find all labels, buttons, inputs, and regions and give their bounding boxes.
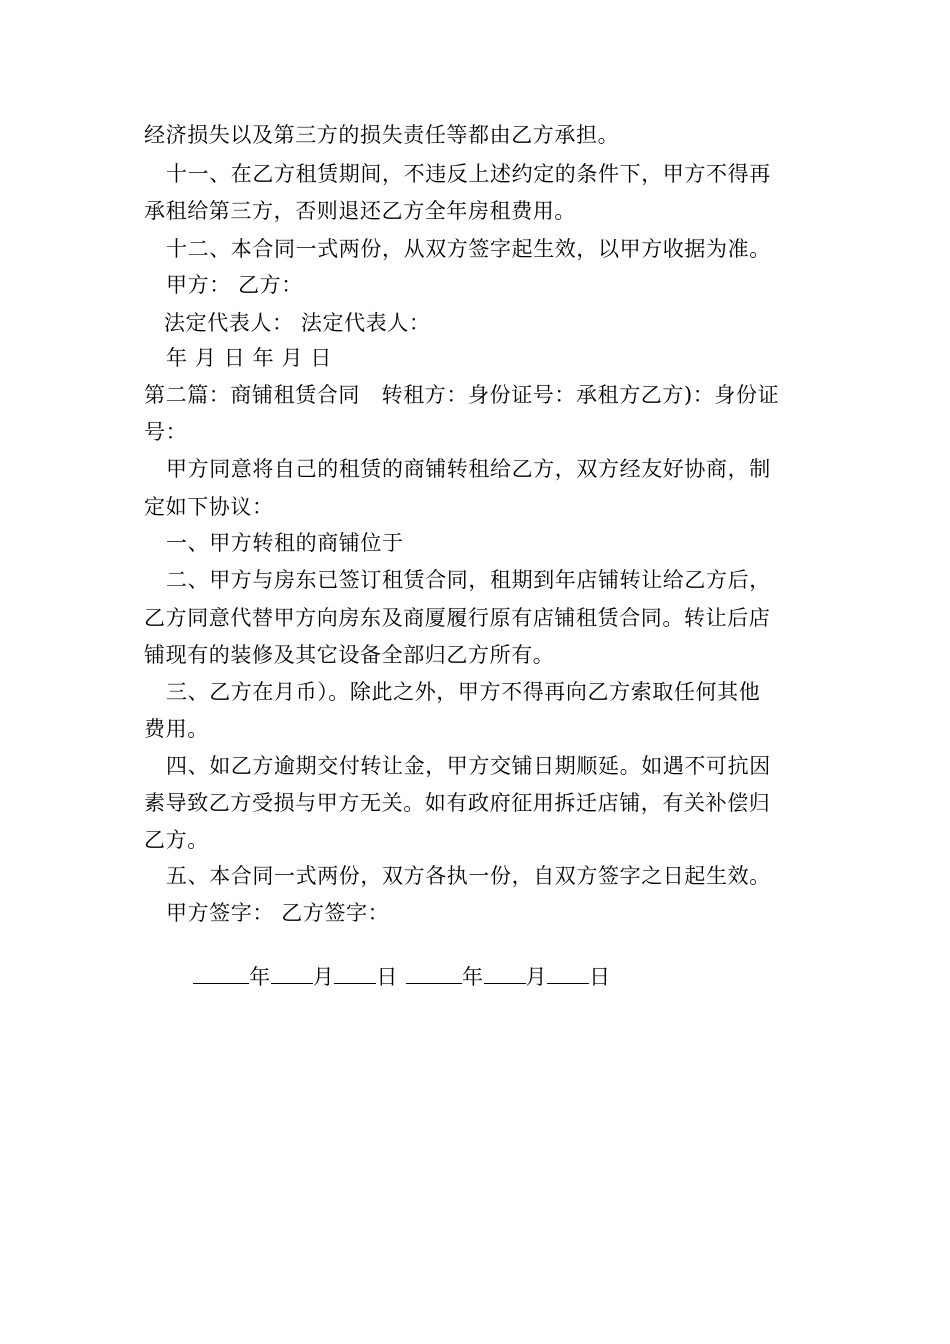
year-label: 年 xyxy=(249,965,271,989)
day-blank xyxy=(334,963,376,984)
signature-line: 甲方签字： 乙方签字： xyxy=(166,901,390,925)
text-line: 乙方同意代替甲方向房东及商厦履行原有店铺租赁合同。转让后店 xyxy=(144,606,771,630)
text-line: 素导致乙方受损与甲方无关。如有政府征用拆迁店铺，有关补偿归 xyxy=(144,791,771,815)
section-heading: 第二篇：商铺租赁合同 转租方：身份证号：承租方乙方)：身份证 xyxy=(144,383,780,407)
text-line: 铺现有的装修及其它设备全部归乙方所有。 xyxy=(144,643,555,667)
clause-12-line: 十二、本合同一式两份，从双方签字起生效，以甲方收据为准。 xyxy=(166,237,771,261)
day-blank xyxy=(547,963,589,984)
day-label: 日 xyxy=(589,965,611,989)
text-line: 费用。 xyxy=(144,717,209,741)
text-line: 经济损失以及第三方的损失责任等都由乙方承担。 xyxy=(144,123,620,147)
clause-1-line: 一、甲方转租的商铺位于 xyxy=(166,531,404,555)
clause-5-line: 五、本合同一式两份，双方各执一份，自双方签字之日起生效。 xyxy=(166,864,771,888)
clause-11-line: 十一、在乙方租赁期间，不违反上述约定的条件下，甲方不得再 xyxy=(166,162,771,186)
intro-line: 甲方同意将自己的租赁的商铺转租给乙方，双方经友好协商，制 xyxy=(166,457,771,481)
representative-line: 法定代表人： 法定代表人： xyxy=(164,311,431,335)
year-blank xyxy=(406,963,462,984)
text-line: 定如下协议： xyxy=(144,495,274,519)
signature-date-line xyxy=(164,937,950,1016)
date-placeholder-line: 年 月 日 年 月 日 xyxy=(166,346,332,370)
party-line: 甲方： 乙方： xyxy=(166,273,303,297)
clause-2-line: 二、甲方与房东已签订租赁合同，租期到年店铺转让给乙方后， xyxy=(166,568,771,592)
text-line: 号： xyxy=(144,420,188,444)
month-blank xyxy=(271,963,313,984)
text-line: 承租给第三方，否则退还乙方全年房租费用。 xyxy=(144,199,576,223)
clause-4-line: 四、如乙方逾期交付转让金，甲方交铺日期顺延。如遇不可抗因 xyxy=(166,754,771,778)
clause-3-line: 三、乙方在月币）。除此之外，甲方不得再向乙方索取任何其他 xyxy=(166,680,761,704)
day-label: 日 xyxy=(376,965,398,989)
month-blank xyxy=(484,963,526,984)
year-label: 年 xyxy=(461,965,484,989)
month-label: 月 xyxy=(312,965,335,989)
text-line: 乙方。 xyxy=(144,828,209,852)
year-blank xyxy=(193,963,249,984)
month-label: 月 xyxy=(525,965,548,989)
